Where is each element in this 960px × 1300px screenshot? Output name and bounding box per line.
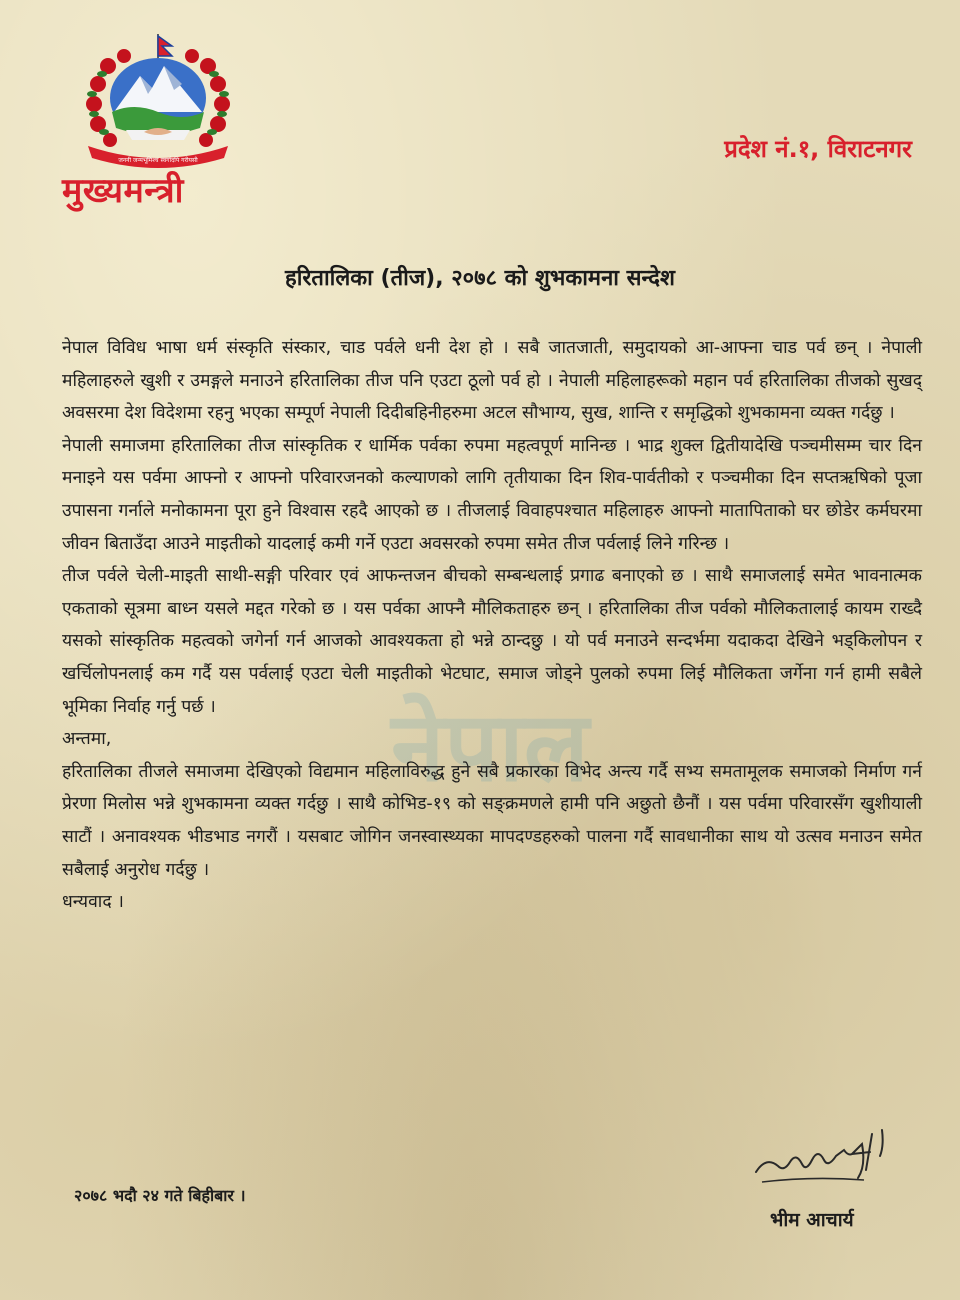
nepal-coat-of-arms-icon xyxy=(78,32,238,172)
paragraph-finally: अन्तमा, xyxy=(62,729,112,750)
office-title: मुख्यमन्त्री xyxy=(62,171,184,211)
handwritten-signature-icon xyxy=(752,1126,902,1192)
svg-text:नेपाल: नेपाल xyxy=(391,691,589,803)
province-name: प्रदेश नं.१, विराटनगर xyxy=(724,135,912,163)
paragraph-closing: हरितालिका तीजले समाजमा देखिएको विद्यमान महिलाविरुद्ध हुने सबै प्रकारका विभेद अन्त्य गर्दै सभ्य समतामूलक समाजको निर्माण गर्न प्रेरणा मिलोस भन्ने शुभकामना व्यक्त गर्दछु । साथै कोभिड-१९ को सङ्क्रमणले हामी पनि अछुतो छैनौं । यस पर्वमा परिवारसँग खुशीयाली साटौं । अनावश्यक भीडभाड नगरौं । यसबाट जोगिन जनस्वास्थ्यका मापदण्डहरुको पालना गर्दै सावधानीका साथ यो उत्सव मनाउन समेत सबैलाई अनुरोध गर्दछु । xyxy=(62,761,922,880)
paragraph-thanks: धन्यवाद । xyxy=(62,892,124,913)
letter-body xyxy=(62,332,922,919)
emblem-motto: जननी जन्मभूमिश्च स्वर्गादपि गरीयसी xyxy=(118,157,198,164)
paragraph-significance: नेपाली समाजमा हरितालिका तीज सांस्कृतिक र धार्मिक पर्वका रुपमा महत्वपूर्ण मानिन्छ । भाद्र शुक्ल द्वितीयादेखि पञ्चमीसम्म चार दिन मनाइने यस पर्वमा आफ्नो र आफ्नो परिवारजनको कल्याणको लागि तृतीयाका दिन शिव-पार्वतीको र पञ्चमीका दिन सप्तऋषिको पूजा उपासना गर्नाले मनोकामना पूरा हुने विश्वास रहदै आएको छ । तीजलाई विवाहपश्चात महिलाहरु आफ्नो मातापिताको घर छोडेर कर्मघरमा जीवन बिताउँदा आउने माइतीको यादलाई कमी गर्ने एउटा अवसरको रुपमा समेत तीज पर्वलाई लिने गरिन्छ । xyxy=(62,435,922,554)
paragraph-greeting: नेपाल विविध भाषा धर्म संस्कृति संस्कार, चाड पर्वले धनी देश हो । सबै जातजाती, समुदायको आ-आफ्ना चाड पर्व छन् । नेपाली महिलाहरुले खुशी र उमङ्गले मनाउने हरितालिका तीज पनि एउटा ठूलो पर्व हो । नेपाली महिलाहरूको महान पर्व हरितालिका तीजको सुखद् अवसरमा देश विदेशमा रहनु भएका सम्पूर्ण नेपाली दिदीबहिनीहरुमा अटल सौभाग्य, सुख, शान्ति र समृद्धिको शुभकामना व्यक्त गर्दछु । xyxy=(62,338,922,424)
paragraph-relationships: तीज पर्वले चेली-माइती साथी-सङ्गी परिवार एवं आफन्तजन बीचको सम्बन्धलाई प्रगाढ बनाएको छ । साथै समाजलाई समेत भावनात्मक एकताको सूत्रमा बाध्न यसले मद्दत गरेको छ । यस पर्वका आफ्नै मौलिकताहरु छन् । हरितालिका तीज पर्वको मौलिकतालाई कायम राख्दै यसको सांस्कृतिक महत्वको जगेर्ना गर्न आजको आवश्यकता हो भन्ने ठान्दछु । यो पर्व मनाउने सन्दर्भमा यदाकदा देखिने भड्किलोपन र खर्चिलोपनलाई कम गर्दै यस पर्वलाई एउटा चेली माइतीको भेटघाट, समाज जोड्ने पुलको रुपमा लिई मौलिकता जर्गेना गर्न हामी सबैले भूमिका निर्वाह गर्नु पर्छ । xyxy=(62,566,922,717)
letter-heading: हरितालिका (तीज), २०७८ को शुभकामना सन्देश xyxy=(285,266,675,291)
letter-date: २०७८ भदौ २४ गते बिहीबार । xyxy=(74,1186,246,1205)
signer-name: भीम आचार्य xyxy=(770,1209,854,1231)
